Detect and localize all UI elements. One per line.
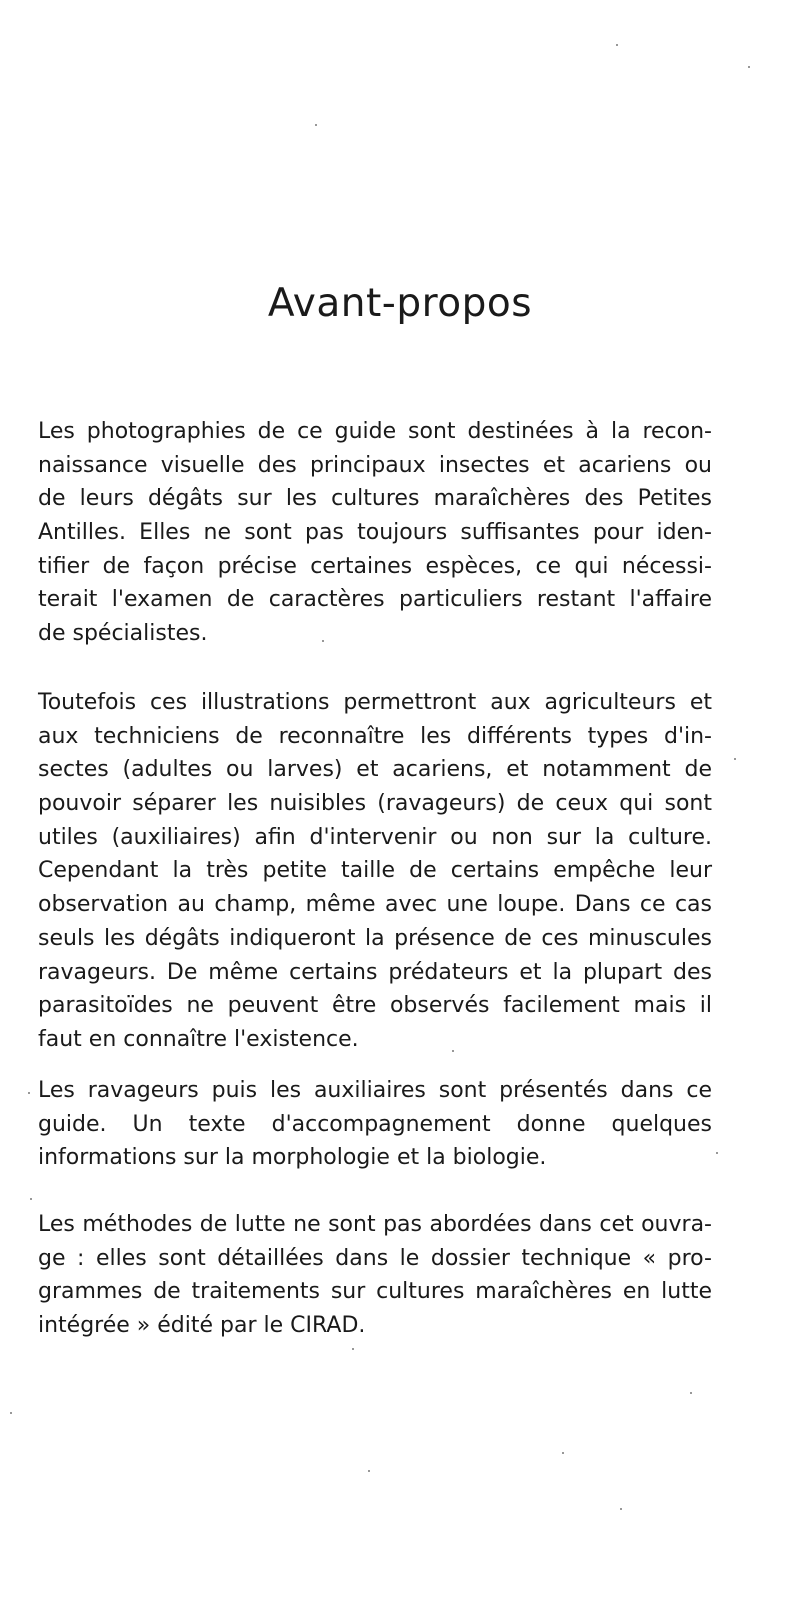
text-line: observation au champ, même avec une loupe. Dans ce cas xyxy=(38,892,712,918)
scan-speck xyxy=(734,758,736,760)
text-line: ge : elles sont détaillées dans le dossier technique « pro- xyxy=(38,1245,712,1271)
scan-speck xyxy=(690,1392,692,1394)
text-line: de leurs dégâts sur les cultures maraîchères des Petites xyxy=(38,486,712,512)
paragraph-methods xyxy=(38,1208,712,1343)
text-line: aux techniciens de reconnaître les différents types d'in- xyxy=(38,723,712,749)
scan-speck xyxy=(716,1152,718,1154)
scan-speck xyxy=(620,1508,622,1510)
text-line: ravageurs. De même certains prédateurs et la plupart des xyxy=(38,959,712,985)
scan-speck xyxy=(352,1348,354,1350)
text-line: tifier de façon précise certaines espèces, ce qui nécessi- xyxy=(38,553,712,579)
scan-speck xyxy=(368,1470,370,1472)
text-line: Toutefois ces illustrations permettront aux agriculteurs et xyxy=(38,690,712,715)
text-line: Les méthodes de lutte ne sont pas abordées dans cet ouvra- xyxy=(38,1212,712,1237)
text-line: faut en connaître l'existence. xyxy=(38,1026,359,1052)
paragraph-intro xyxy=(38,415,712,651)
scan-speck xyxy=(10,1412,12,1414)
text-line: naissance visuelle des principaux insectes et acariens ou xyxy=(38,452,712,478)
page-title: Avant-propos xyxy=(267,281,533,326)
paragraph-illustrations xyxy=(38,686,712,1057)
text-line: sectes (adultes ou larves) et acariens, et notamment de xyxy=(38,757,712,783)
text-line: Les ravageurs puis les auxiliaires sont présentés dans ce xyxy=(38,1078,712,1103)
text-line: intégrée » édité par le CIRAD. xyxy=(38,1313,366,1339)
text-line: Cependant la très petite taille de certains empêche leur xyxy=(38,858,712,884)
text-line: utiles (auxiliaires) afin d'intervenir ou non sur la culture. xyxy=(38,824,712,850)
scan-speck xyxy=(322,640,324,642)
text-line: pouvoir séparer les nuisibles (ravageurs) de ceux qui sont xyxy=(38,791,712,817)
text-line: Antilles. Elles ne sont pas toujours suffisantes pour iden- xyxy=(38,520,712,546)
scan-speck xyxy=(315,124,317,126)
text-line: Les photographies de ce guide sont destinées à la recon- xyxy=(38,419,712,444)
text-line: guide. Un texte d'accompagnement donne quelques xyxy=(38,1111,712,1137)
text-line: grammes de traitements sur cultures maraîchères en lutte xyxy=(38,1279,712,1305)
scan-speck xyxy=(748,66,750,68)
text-line: de spécialistes. xyxy=(38,621,208,647)
scan-speck xyxy=(562,1452,564,1454)
text-line: parasitoïdes ne peuvent être observés facilement mais il xyxy=(38,993,712,1019)
paragraph-presentation xyxy=(38,1074,712,1175)
text-line: seuls les dégâts indiqueront la présence de ces minuscules xyxy=(38,925,712,951)
scan-speck xyxy=(616,44,618,46)
text-line: terait l'examen de caractères particuliers restant l'affaire xyxy=(38,587,712,613)
scan-speck xyxy=(452,1050,454,1052)
scan-speck xyxy=(28,1092,30,1094)
scan-speck xyxy=(30,1198,32,1200)
text-line: informations sur la morphologie et la biologie. xyxy=(38,1145,547,1171)
